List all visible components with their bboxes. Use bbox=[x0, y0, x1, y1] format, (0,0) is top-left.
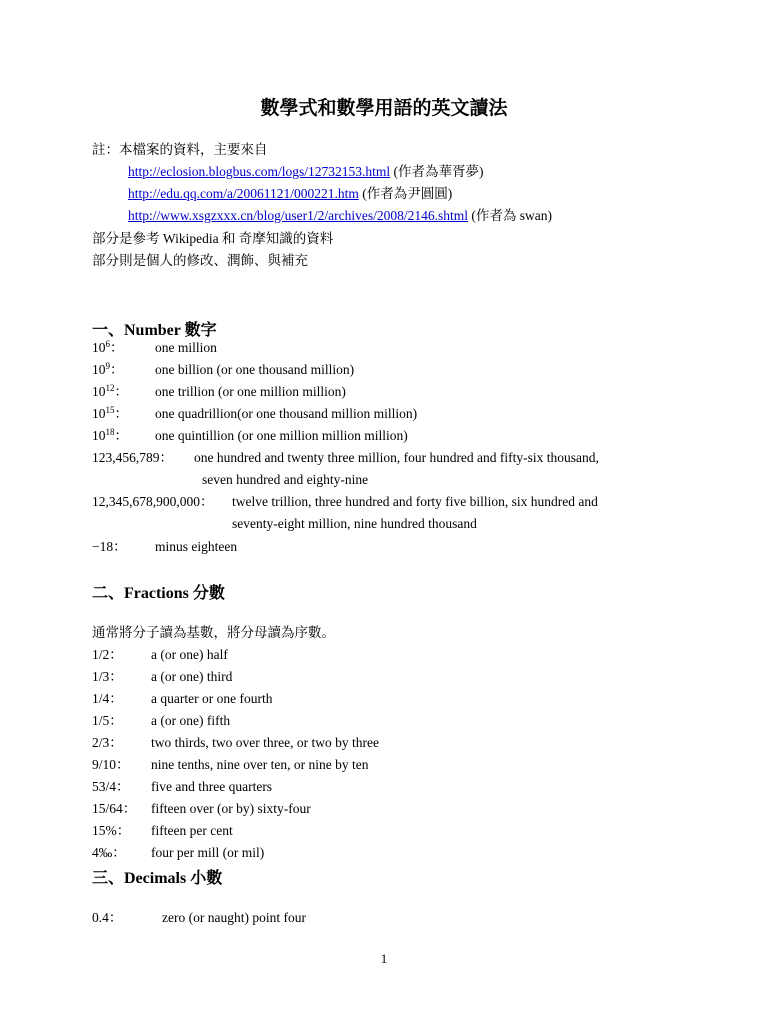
fraction-label: 2/3： bbox=[92, 735, 123, 750]
section-heading-numbers: 一、Number 數字 bbox=[92, 322, 217, 339]
source-line-3 bbox=[128, 207, 552, 225]
source-link-2[interactable]: http://edu.qq.com/a/20061121/000221.htm bbox=[128, 186, 359, 201]
reading-text: four per mill (or mil) bbox=[151, 845, 265, 860]
list-item bbox=[92, 822, 233, 840]
reading-text: two thirds, two over three, or two by three bbox=[151, 735, 379, 750]
power-label: $10^9$： bbox=[92, 361, 124, 377]
fraction-label: 15/64： bbox=[92, 801, 137, 816]
reading-text: twelve trillion, three hundred and forty five billion, six hundred and bbox=[232, 494, 598, 509]
list-item bbox=[92, 844, 265, 862]
fraction-label: 1/4： bbox=[92, 691, 123, 706]
number-label: −18： bbox=[92, 539, 127, 554]
fraction-label: 15%： bbox=[92, 823, 131, 838]
section-heading-decimals: 三、Decimals 小數 bbox=[92, 870, 223, 887]
fraction-label: 53/4： bbox=[92, 779, 130, 794]
power-label: $10^{18}$： bbox=[92, 427, 128, 443]
reading-text: one billion (or one thousand million) bbox=[155, 362, 355, 377]
source-author-1: (作者為華胥夢) bbox=[390, 164, 484, 179]
note-line-2: 部分是參考 Wikipedia 和 奇摩知識的資料 bbox=[92, 231, 334, 246]
reading-text: one hundred and twenty three million, four hundred and fifty-six thousand, bbox=[194, 450, 599, 465]
list-item bbox=[92, 427, 408, 445]
list-item bbox=[92, 690, 273, 708]
power-label: $10^6$： bbox=[92, 339, 124, 355]
list-item bbox=[92, 339, 217, 357]
source-line-2 bbox=[128, 185, 452, 203]
fraction-label: 1/5： bbox=[92, 713, 123, 728]
reading-text: one trillion (or one million million) bbox=[155, 384, 346, 399]
power-label: $10^{12}$： bbox=[92, 383, 128, 399]
number-label: 12,345,678,900,000： bbox=[92, 494, 214, 509]
reading-text-continued: seven hundred and eighty-nine bbox=[202, 472, 369, 487]
reading-text: fifteen per cent bbox=[151, 823, 233, 838]
reading-text: one quadrillion(or one thousand million million) bbox=[155, 406, 418, 421]
page-title: 數學式和數學用語的英文讀法 bbox=[260, 98, 508, 119]
list-item bbox=[92, 778, 273, 796]
list-item bbox=[92, 383, 346, 401]
fraction-label: 4‰： bbox=[92, 845, 126, 860]
reading-text: zero (or naught) point four bbox=[162, 910, 306, 925]
reading-text: one million bbox=[155, 340, 217, 355]
list-item bbox=[92, 493, 598, 511]
source-line-1 bbox=[128, 163, 484, 181]
note-intro: 註：本檔案的資料，主要來自 bbox=[92, 142, 268, 157]
list-item bbox=[92, 538, 238, 556]
source-link-1[interactable]: http://eclosion.blogbus.com/logs/12732153.html bbox=[128, 164, 391, 179]
reading-text: a (or one) fifth bbox=[151, 713, 231, 728]
fraction-label: 9/10： bbox=[92, 757, 130, 772]
reading-text: nine tenths, nine over ten, or nine by ten bbox=[151, 757, 369, 772]
decimal-label: 0.4： bbox=[92, 910, 123, 925]
reading-text: a (or one) third bbox=[151, 669, 233, 684]
list-item bbox=[92, 909, 306, 927]
reading-text-continued: seventy-eight million, nine hundred thousand bbox=[232, 516, 477, 531]
list-item bbox=[92, 405, 418, 423]
section-heading-fractions: 二、Fractions 分數 bbox=[92, 585, 225, 602]
reading-text: minus eighteen bbox=[155, 539, 238, 554]
reading-text: a (or one) half bbox=[151, 647, 228, 662]
source-author-3: (作者為 swan) bbox=[467, 208, 552, 223]
list-item bbox=[92, 646, 228, 664]
list-item bbox=[92, 800, 311, 818]
list-item bbox=[92, 449, 599, 467]
note-line-3: 部分則是個人的修改、潤飾、與補充 bbox=[92, 253, 308, 268]
reading-text: fifteen over (or by) sixty-four bbox=[151, 801, 311, 816]
source-author-2: (作者為尹圓圓) bbox=[358, 186, 453, 201]
number-label: 123,456,789： bbox=[92, 450, 173, 465]
page-number: 1 bbox=[380, 951, 388, 966]
list-item bbox=[92, 756, 369, 774]
power-label: $10^{15}$： bbox=[92, 405, 128, 421]
reading-text: one quintillion (or one million million million) bbox=[155, 428, 408, 443]
list-item bbox=[92, 361, 355, 379]
reading-text: a quarter or one fourth bbox=[151, 691, 273, 706]
fractions-intro: 通常將分子讀為基數，將分母讀為序數。 bbox=[92, 625, 335, 640]
source-link-3[interactable]: http://www.xsgzxxx.cn/blog/user1/2/archives/2008/2146.shtml bbox=[128, 208, 468, 223]
reading-text: five and three quarters bbox=[151, 779, 273, 794]
fraction-label: 1/3： bbox=[92, 669, 123, 684]
list-item bbox=[92, 734, 379, 752]
fraction-label: 1/2： bbox=[92, 647, 123, 662]
list-item bbox=[92, 712, 231, 730]
list-item bbox=[92, 668, 233, 686]
